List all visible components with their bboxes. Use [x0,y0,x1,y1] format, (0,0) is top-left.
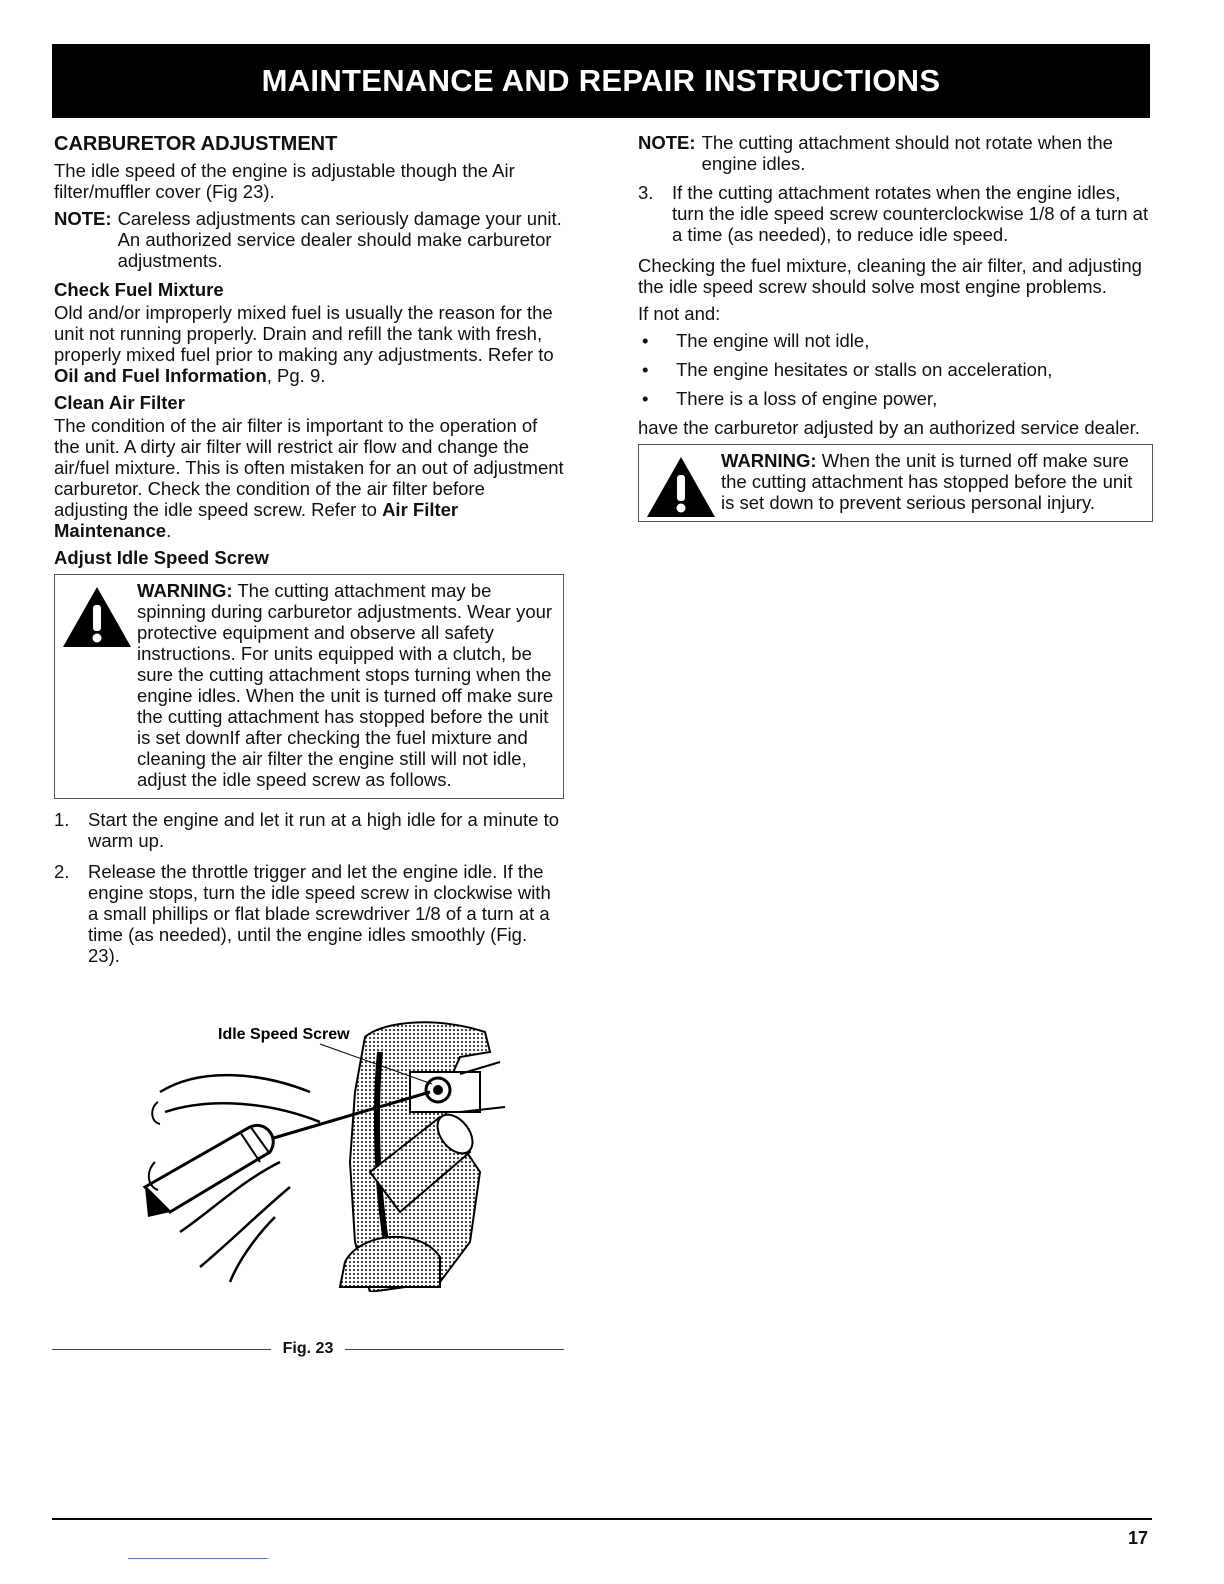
oil-fuel-ref: Oil and Fuel Information [54,365,267,386]
warning-text: The cutting attachment may be spinning during carburetor adjustments. Wear your protective equipment and observe all safety instructions. For units equipped with a clutch, be sure the cutting attachment stops turning when the engine idles. When the unit is turned off make sure the cutting attachment has stopped before the unit is set downIf after checking the fuel mixture and cleaning the air filter the engine still will not idle, adjust the idle speed screw as follows. [137,580,554,790]
bullet-icon: • [642,330,649,351]
step-text: Release the throttle trigger and let the engine idle. If the engine stops, turn the idle speed screw in clockwise with a small phillips or flat blade screwdriver 1/8 of a turn at a time (as needed), until the engine idles smoothly (Fig. 23). [88,861,551,966]
page-header-banner [52,44,1150,118]
solve-paragraph: Checking the fuel mixture, cleaning the air filter, and adjusting the idle speed screw should solve most engine problems. [638,255,1142,297]
clean-air-paragraph [54,415,564,541]
step-text: Start the engine and let it run at a high idle for a minute to warm up. [88,809,560,851]
figure-caption-text: Fig. 23 [282,1340,334,1357]
clean-air-text: The condition of the air filter is important to the operation of the unit. A dirty air filter will restrict air flow and change the air/fuel mixture. This is often mistaken for an out of adjustment carburetor. Check the condition of the air filter before adjusting the idle speed screw. Refer to [54,415,564,520]
note-label: NOTE: [638,132,696,153]
note-label: NOTE: [54,208,112,229]
bullet-icon: • [642,388,649,409]
warning-triangle-icon [645,455,717,519]
section-title: CARBURETOR ADJUSTMENT [54,133,338,155]
steps-list [54,809,564,966]
figure-caption [52,1340,564,1358]
air-filter-ref: Air Filter Maintenance [54,499,459,541]
bullet-text: There is a loss of engine power, [676,388,938,409]
footer-link-line [128,1558,268,1559]
note-text: The cutting attachment should not rotate when the engine idles. [701,132,1113,174]
list-item [54,809,564,851]
page-header-title: MAINTENANCE AND REPAIR INSTRUCTIONS [261,63,941,98]
list-item [638,330,1153,351]
figure-callout: Idle Speed Screw [218,1026,350,1043]
list-item [638,182,1153,245]
right-column [638,132,1153,532]
note-text: Careless adjustments can seriously damage your unit. An authorized service dealer should make carburetor adjustments. [117,208,562,271]
step-number: 3. [638,182,654,203]
warning-box-left [54,574,564,799]
note-careless [54,208,564,271]
bullet-text: The engine will not idle, [676,330,870,351]
list-item [638,388,1153,409]
check-fuel-paragraph [54,302,564,386]
caption-rule-left [52,1349,271,1350]
steps-list-continued [638,182,1153,245]
list-item [638,359,1153,380]
list-item [54,861,564,966]
footer-rule [52,1518,1152,1520]
if-not-text: If not and: [638,303,721,324]
figure-23-illustration [140,1012,510,1292]
check-fuel-heading: Check Fuel Mixture [54,279,224,300]
step-number: 1. [54,809,70,830]
page-number: 17 [1127,1528,1148,1548]
warning-triangle-icon [61,585,133,649]
bullet-text: The engine hesitates or stalls on acceleration, [676,359,1053,380]
left-column [54,132,564,976]
step-number: 2. [54,861,70,882]
check-fuel-text: Old and/or improperly mixed fuel is usually the reason for the unit not running properly. Drain and refill the tank with fresh, properly mixed fuel prior to making any adjustments. Refer to [54,302,554,365]
dealer-paragraph: have the carburetor adjusted by an authorized service dealer. [638,417,1140,438]
warning-box-right [638,444,1153,522]
step-text: If the cutting attachment rotates when the engine idles, turn the idle speed screw counterclockwise 1/8 of a turn at a time (as needed), to reduce idle speed. [672,182,1149,245]
clean-air-text-end: . [166,520,172,541]
warning-label: WARNING: [137,580,233,601]
warning-label: WARNING: [721,450,817,471]
warning-text: When the unit is turned off make sure the cutting attachment has stopped before the unit is set down to prevent serious personal injury. [721,450,1133,513]
note-cutting [638,132,1153,174]
check-fuel-text-end: , Pg. 9. [266,365,326,386]
intro-paragraph: The idle speed of the engine is adjustable though the Air filter/muffler cover (Fig 23). [54,160,515,202]
adjust-idle-heading: Adjust Idle Speed Screw [54,547,269,568]
caption-rule-right [345,1349,564,1350]
bullet-icon: • [642,359,649,380]
clean-air-heading: Clean Air Filter [54,392,185,413]
